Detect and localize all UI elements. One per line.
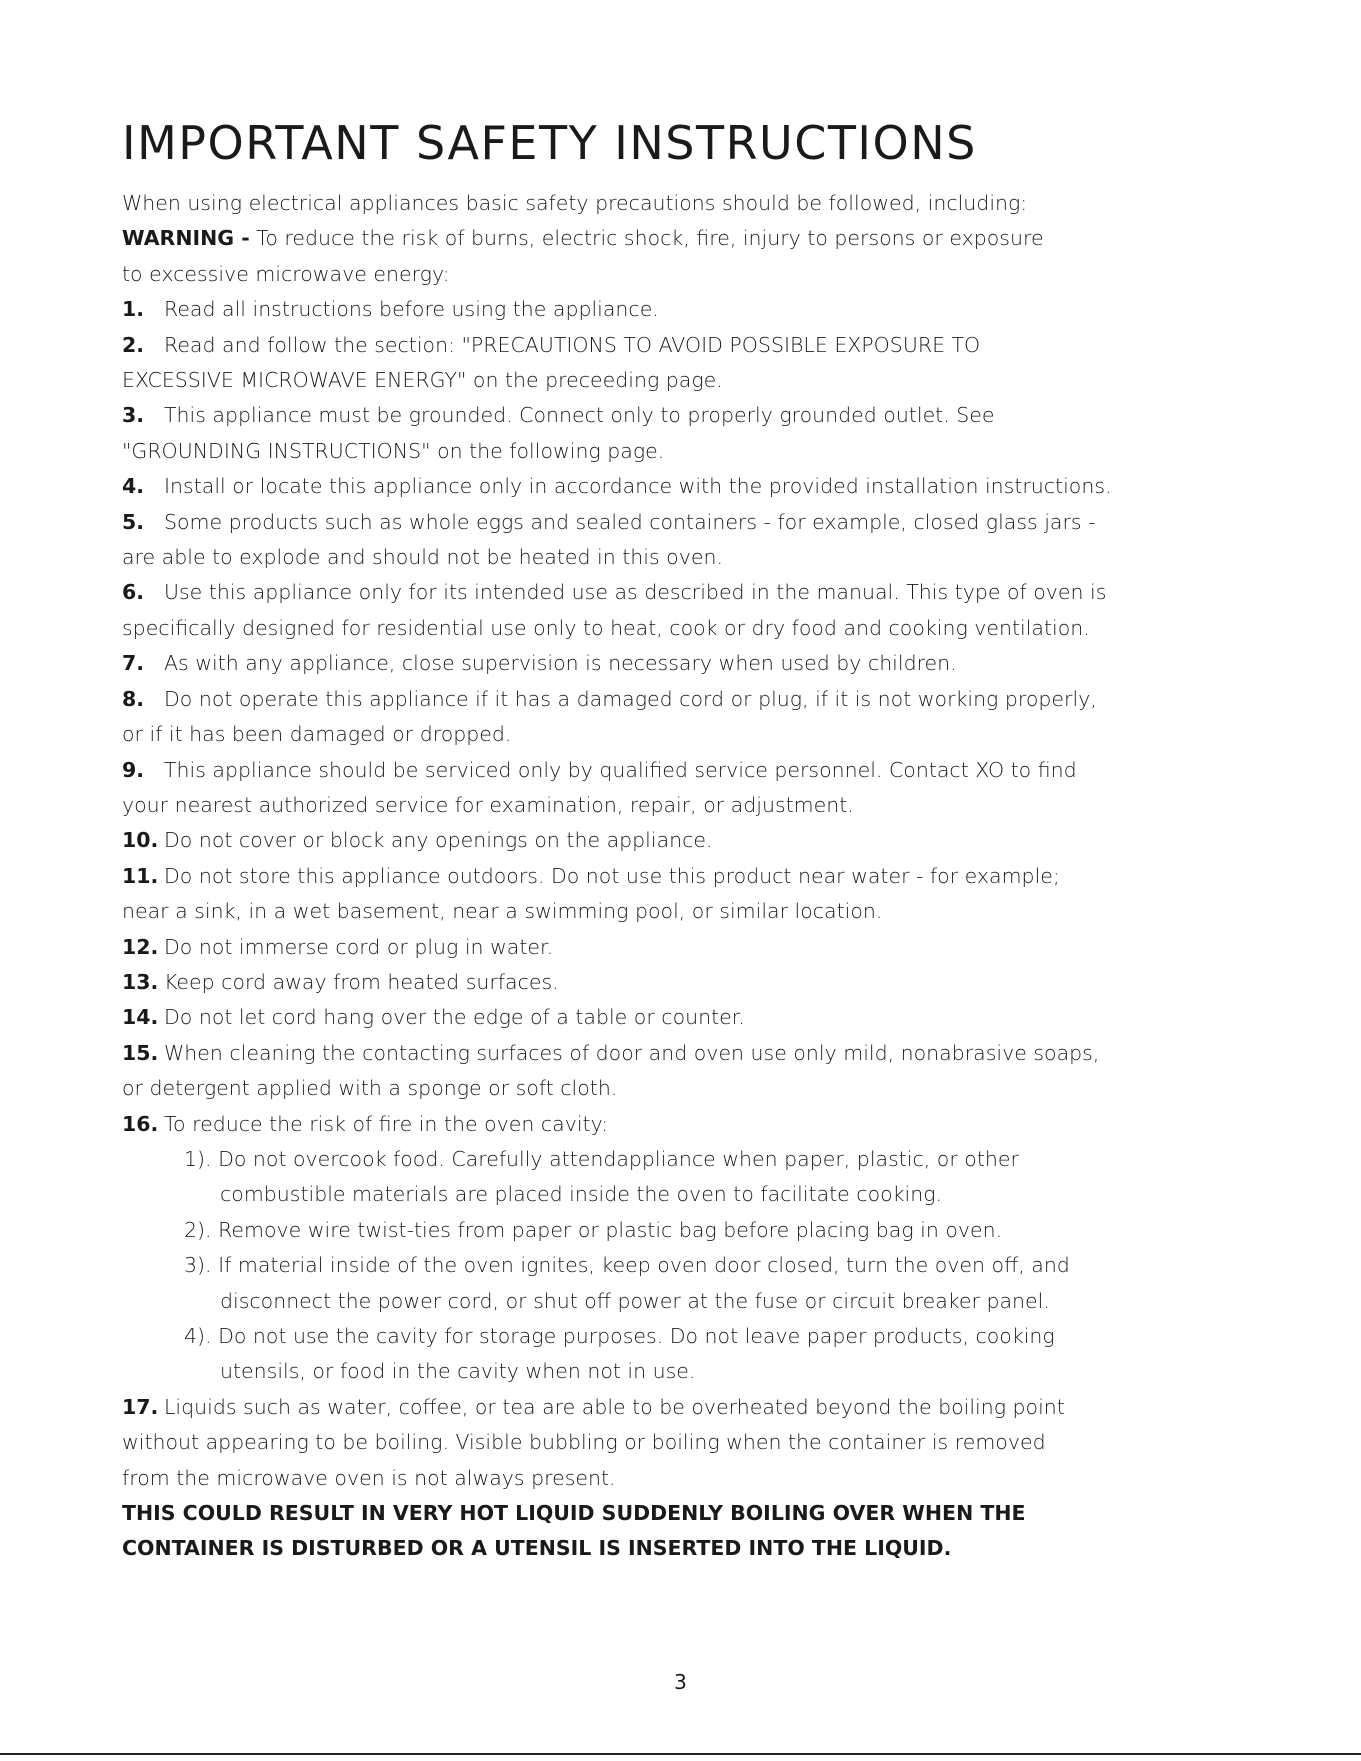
page-number: 3 — [674, 1670, 687, 1694]
caps-warning-line-1: THIS COULD RESULT IN VERY HOT LIQUID SUDDENLY BOILING OVER WHEN THE — [122, 1501, 1026, 1526]
warning-text: To reduce the risk of burns, electric shock, fire, injury to persons or exposure — [249, 226, 1044, 251]
instruction-line: near a sink, in a wet basement, near a swimming pool, or similar location. — [122, 899, 883, 924]
instruction-item — [122, 859, 1252, 930]
instruction-item — [122, 1036, 1252, 1107]
instruction-line — [122, 823, 1252, 858]
instructions-body — [122, 186, 1252, 1567]
warning-line-2: to excessive microwave energy: — [122, 261, 450, 286]
item-number: 6. — [122, 580, 145, 605]
item-text: Do not operate this appliance if it has a damaged cord or plug, if it is not working properly, — [164, 686, 1097, 711]
instruction-item — [122, 965, 1252, 1000]
instruction-line: EXCESSIVE MICROWAVE ENERGY" on the preceeding page. — [122, 368, 723, 393]
subitem-continuation: disconnect the power cord, or shut off power at the fuse or circuit breaker panel. — [220, 1288, 1050, 1313]
instruction-line: or detergent applied with a sponge or soft cloth. — [122, 1076, 618, 1101]
page-title: IMPORTANT SAFETY INSTRUCTIONS — [122, 116, 977, 170]
item-number: 13. — [122, 969, 159, 994]
instruction-item — [122, 292, 1252, 327]
item-number: 5. — [122, 509, 145, 534]
instruction-item — [122, 505, 1252, 576]
item-text: Keep cord away from heated surfaces. — [164, 969, 559, 994]
instruction-item — [122, 823, 1252, 858]
subitem-line: 1). Do not overcook food. Carefully attendappliance when paper, plastic, or other — [184, 1146, 1019, 1171]
item-text: When cleaning the contacting surfaces of door and oven use only mild, nonabrasive soaps, — [164, 1040, 1100, 1065]
instruction-item — [122, 575, 1252, 646]
item-number: 3. — [122, 403, 145, 428]
item-text: This appliance must be grounded. Connect only to properly grounded outlet. See — [164, 403, 995, 428]
instruction-line — [122, 930, 1252, 965]
item-text: This appliance should be serviced only by qualified service personnel. Contact XO to find — [164, 757, 1077, 782]
item-number: 7. — [122, 651, 145, 676]
item-number: 2. — [122, 332, 145, 357]
item-number: 15. — [122, 1040, 159, 1065]
instruction-item — [122, 1000, 1252, 1035]
fire-risk-sublist — [122, 1142, 1252, 1390]
instruction-item — [122, 682, 1252, 753]
item-text: Do not cover or block any openings on the appliance. — [164, 828, 713, 853]
warning-line-1 — [122, 221, 1252, 256]
subitem-line: 3). If material inside of the oven ignites, keep oven door closed, turn the oven off, and — [184, 1253, 1070, 1278]
instruction-line: your nearest authorized service for examination, repair, or adjustment. — [122, 792, 854, 817]
item-number: 9. — [122, 757, 145, 782]
instruction-line — [122, 682, 1252, 717]
instruction-line — [122, 292, 1252, 327]
instruction-line — [122, 646, 1252, 681]
instruction-item — [122, 753, 1252, 824]
item-number: 11. — [122, 863, 159, 888]
instruction-item — [122, 930, 1252, 965]
instruction-line: are able to explode and should not be heated in this oven. — [122, 545, 723, 570]
warning-label: WARNING - — [122, 226, 250, 251]
instruction-line — [122, 469, 1252, 504]
instruction-item-17 — [122, 1390, 1252, 1496]
caps-warning-line-2: CONTAINER IS DISTURBED OR A UTENSIL IS INSERTED INTO THE LIQUID. — [122, 1536, 952, 1561]
instruction-item — [122, 398, 1252, 469]
intro-text: When using electrical appliances basic safety precautions should be followed, including: — [122, 191, 1028, 215]
item-number: 17. — [122, 1394, 159, 1419]
item-text: Use this appliance only for its intended use as described in the manual. This type of oven is — [164, 580, 1107, 605]
item-17-line-3: from the microwave oven is not always present. — [122, 1465, 616, 1490]
instruction-list — [122, 292, 1252, 1142]
instruction-line: "GROUNDING INSTRUCTIONS" on the following page. — [122, 438, 665, 463]
item-number: 8. — [122, 686, 145, 711]
instruction-line — [122, 505, 1252, 540]
item-number: 16. — [122, 1111, 159, 1136]
item-text: Do not immerse cord or plug in water. — [164, 934, 554, 959]
subitem-continuation: utensils, or food in the cavity when not in use. — [220, 1359, 696, 1384]
instruction-line: specifically designed for residential use only to heat, cook or dry food and cooking ventilation. — [122, 615, 1090, 640]
item-text: Do not let cord hang over the edge of a table or counter. — [164, 1005, 745, 1030]
item-number: 14. — [122, 1005, 159, 1030]
instruction-line — [122, 328, 1252, 363]
instruction-line — [122, 753, 1252, 788]
item-text: Read all instructions before using the appliance. — [164, 297, 659, 322]
instruction-line: or if it has been damaged or dropped. — [122, 722, 512, 747]
item-text: Read and follow the section: "PRECAUTIONS TO AVOID POSSIBLE EXPOSURE TO — [164, 332, 981, 357]
item-text: As with any appliance, close supervision is necessary when used by children. — [164, 651, 957, 676]
instruction-line — [122, 859, 1252, 894]
instruction-line — [122, 1000, 1252, 1035]
item-number: 12. — [122, 934, 159, 959]
subitem-line: 2). Remove wire twist-ties from paper or plastic bag before placing bag in oven. — [184, 1217, 1003, 1242]
instruction-item — [122, 328, 1252, 399]
item-text: Do not store this appliance outdoors. Do not use this product near water - for example; — [164, 863, 1060, 888]
instruction-line — [122, 575, 1252, 610]
instruction-line — [122, 1036, 1252, 1071]
item-text: Liquids such as water, coffee, or tea are able to be overheated beyond the boiling point — [164, 1394, 1065, 1419]
item-number: 10. — [122, 828, 159, 853]
item-number: 1. — [122, 297, 145, 322]
instruction-line — [122, 1107, 1252, 1142]
subitem-continuation: combustible materials are placed inside the oven to facilitate cooking. — [220, 1182, 943, 1207]
instruction-item — [122, 469, 1252, 504]
subitem-line: 4). Do not use the cavity for storage purposes. Do not leave paper products, cooking — [184, 1324, 1055, 1348]
instruction-line — [122, 398, 1252, 433]
item-17-line-1 — [122, 1390, 1252, 1425]
item-text: Install or locate this appliance only in accordance with the provided installation instructions. — [164, 474, 1112, 499]
bottom-divider — [0, 1753, 1361, 1755]
instruction-item — [122, 646, 1252, 681]
instruction-line — [122, 965, 1252, 1000]
item-17-line-2: without appearing to be boiling. Visible bubbling or boiling when the container is removed — [122, 1430, 1046, 1455]
item-number: 4. — [122, 474, 145, 499]
document-page — [122, 112, 1252, 1567]
instruction-item — [122, 1107, 1252, 1142]
item-text: Some products such as whole eggs and sealed containers - for example, closed glass jars - — [164, 509, 1096, 534]
item-text: To reduce the risk of fire in the oven cavity: — [164, 1111, 609, 1136]
